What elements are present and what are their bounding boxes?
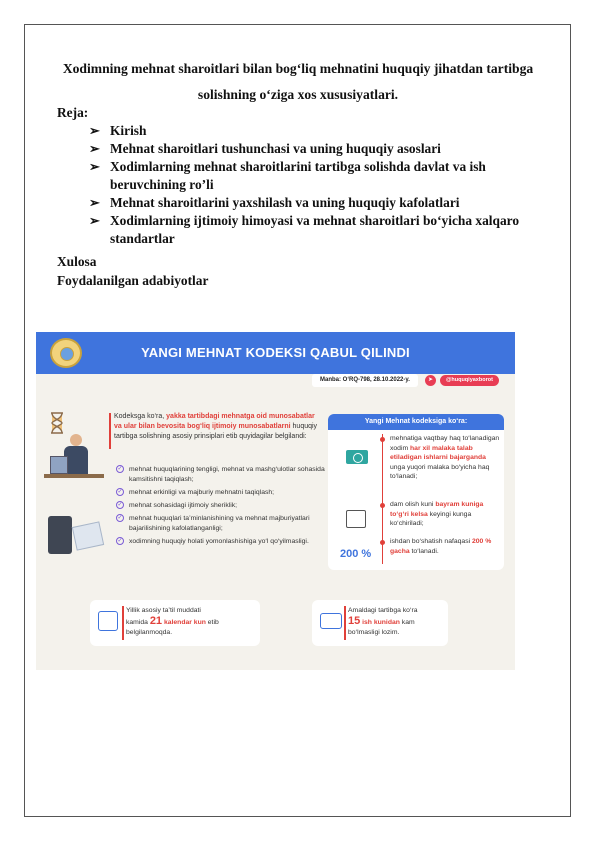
timeline-dot xyxy=(380,540,385,545)
arrow-bullet-icon: ➢ xyxy=(89,195,100,210)
principle-item: ✓ mehnat huquqlarining tengligi, mehnat va mashg‘ulotlar sohasida kamsitishni taqiqlash; xyxy=(117,466,325,483)
references-heading: Foydalanilgan adabiyotlar xyxy=(57,273,209,288)
conclusion-heading: Xulosa xyxy=(57,254,97,269)
plan-item: ➢ Kirish xyxy=(89,123,147,138)
plan-item: ➢ Mehnat sharoitlarini yaxshilash va uning huquqiy kafolatlari xyxy=(89,195,460,210)
vacation-card xyxy=(90,600,260,646)
check-icon: ✓ xyxy=(117,502,123,508)
infographic-banner xyxy=(36,332,515,374)
document-title: Xodimning mehnat sharoitlari bilan bog‘liq mehnatini huquqiy jihatdan tartibga solishning o‘ziga xos xususiyatlari. xyxy=(62,61,534,102)
telegram-icon: ➤ xyxy=(425,375,436,386)
work-days-text: Amaldagi tartibga ko‘ra 15 ish kunidan kam bo‘lmasligi lozim. xyxy=(348,607,418,636)
check-icon: ✓ xyxy=(117,515,123,521)
new-code-item: dam olish kuni bayram kuniga to‘g‘ri kelsa keyingi kunga ko‘chiriladi; xyxy=(390,501,484,528)
principles-list xyxy=(116,465,328,550)
timeline-dot xyxy=(380,503,385,508)
calendar-icon xyxy=(98,611,118,631)
principle-item: ✓ mehnat erkinligi va majburiy mehnatni taqiqlash; xyxy=(117,489,275,496)
infographic xyxy=(36,332,515,670)
new-code-panel-header: Yangi Mehnat kodeksiga ko‘ra: xyxy=(328,414,504,430)
person-head xyxy=(70,434,82,446)
office-worker-illustration xyxy=(44,412,104,562)
accent-bar xyxy=(344,606,346,640)
new-code-item: mehnatiga vaqtbay haq to‘lanadigan xodim har xil malaka talab etiladigan ishlarni bajarganda unga yuqori malaka bo‘yicha haq to‘lanadi; xyxy=(390,435,500,481)
check-icon: ✓ xyxy=(117,489,123,495)
arrow-bullet-icon: ➢ xyxy=(89,213,100,228)
principle-item: ✓ mehnat huquqlari ta’minlanishining va mehnat majburiyatlari bajarilishining kafolatlanganligi; xyxy=(117,515,310,532)
plan-item: ➢ Xodimlarning mehnat sharoitlarini tartibga solishda davlat va ish beruvchining ro’li xyxy=(89,159,486,192)
document-paper-icon xyxy=(72,521,104,550)
vacation-text: Yillik asosiy ta’til muddati kamida 21 kalendar kun etib belgilanmoqda. xyxy=(126,607,219,636)
accent-bar xyxy=(122,606,124,640)
banner-title: YANGI MEHNAT KODEKSI QABUL QILINDI xyxy=(141,345,410,360)
monitor-icon xyxy=(50,456,68,474)
source-label: Manba: O‘RQ-798, 28.10.2022-y. xyxy=(312,374,418,387)
printer-icon xyxy=(48,516,72,554)
arrow-bullet-icon: ➢ xyxy=(89,123,100,138)
intro-text: Kodeksga ko‘ra, yakka tartibdagi mehnatga oid munosabatlar va ular bilan bevosita bog‘liq ijtimoiy munosabatlarni huquqiy tartibga solishning asosiy prinsiplari etib quyidagilar belgilandi: xyxy=(114,413,318,441)
work-days-card xyxy=(312,600,448,646)
new-code-item: ishdan bo‘shatish nafaqasi 200 % gacha to‘lanadi. xyxy=(390,538,492,555)
principle-item: ✓ xodimning huquqiy holati yomonlashishiga yo‘l qo‘yilmasligi. xyxy=(117,538,309,545)
arrow-bullet-icon: ➢ xyxy=(89,141,100,156)
hourglass-icon xyxy=(50,412,64,434)
money-icon xyxy=(346,450,368,464)
check-icon: ✓ xyxy=(117,538,123,544)
briefcase-icon xyxy=(320,613,342,629)
check-icon: ✓ xyxy=(117,466,123,472)
channel-handle: @huquqiyaxborot xyxy=(440,375,499,386)
plan-label: Reja: xyxy=(57,105,89,120)
plan-item: ➢ Xodimlarning ijtimoiy himoyasi va mehnat sharoitlari bo‘yicha xalqaro standartlar xyxy=(89,213,520,246)
calendar-icon xyxy=(346,510,366,528)
principle-item: ✓ mehnat sohasidagi ijtimoiy sheriklik; xyxy=(117,502,238,509)
percent-label: 200 % xyxy=(340,548,372,560)
new-code-panel xyxy=(328,414,504,570)
accent-bar xyxy=(109,413,111,449)
plan-list xyxy=(89,122,559,248)
arrow-bullet-icon: ➢ xyxy=(89,159,100,174)
timeline-dot xyxy=(380,437,385,442)
desk xyxy=(44,474,104,478)
plan-item: ➢ Mehnat sharoitlari tushunchasi va uning huquqiy asoslari xyxy=(89,141,441,156)
